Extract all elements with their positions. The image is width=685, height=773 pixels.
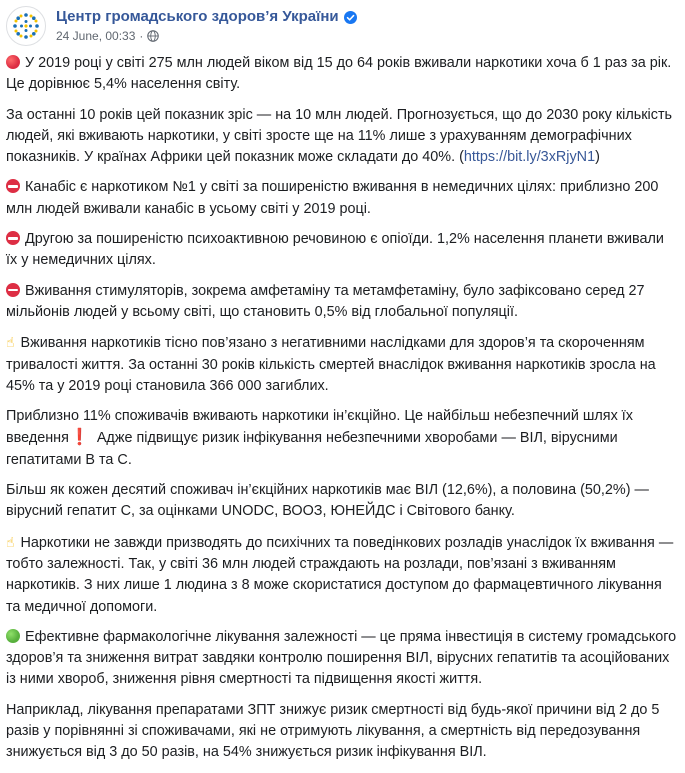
page-name-link[interactable]: Центр громадського здоров’я України: [56, 8, 339, 25]
pointing-up-hand-icon: ☝: [6, 334, 15, 351]
paragraph-text: Більш як кожен десятий споживач ін’єкційних наркотиків має ВІЛ (12,6%), а половина (50,2%) — вірусний гепатит С, за оцінками UNODC, ВООЗ, ЮНЕЙДС і Світового банку.: [6, 482, 649, 520]
exclamation-icon: ❗: [69, 429, 90, 447]
paragraph-text: Другою за поширеністю психоактивною речовиною є опіоїди. 1,2% населення планети вживали їх у немедичних цілях.: [6, 231, 664, 269]
post-meta: [56, 8, 357, 44]
no-entry-icon: [6, 283, 20, 297]
post-paragraph: [6, 177, 678, 220]
post-paragraph: [6, 53, 678, 96]
page-avatar[interactable]: [6, 6, 46, 46]
verified-badge-icon: [344, 11, 357, 24]
paragraph-text: Приблизно 11% споживачів вживають наркотики ін’єкційно. Це найбільш небезпечний шлях їх введення: [6, 408, 633, 447]
post-paragraph: [6, 480, 678, 523]
post-paragraph: [6, 229, 678, 272]
paragraph-text: Вживання стимуляторів, зокрема амфетаміну та метамфетаміну, було зафіксовано серед 27 мільйонів людей у всьому світі, що становить 0,5% від глобальної популяції.: [6, 282, 645, 320]
green-circle-icon: [6, 629, 20, 643]
paragraph-text: Наркотики не завжди призводять до психічних та поведінкових розладів унаслідок їх вживання — тобто залежності. Так, у світі 36 млн людей страждають на розлади, пов’язані з вживанням наркотиків. З них лише 1 людина з 8 може скористатися доступом до фармацевтичного лікування та медичної допомоги.: [6, 534, 674, 615]
pointing-up-hand-icon: ☝: [6, 533, 15, 550]
paragraph-text: ): [595, 149, 600, 166]
meta-separator: ·: [139, 29, 144, 43]
post-paragraph: [6, 627, 678, 691]
post-paragraph: [6, 406, 678, 471]
post-paragraph: [6, 332, 678, 397]
post-paragraph: [6, 700, 678, 764]
post-paragraph: [6, 532, 678, 618]
post-header: [6, 6, 357, 46]
post-sub-row: [56, 28, 357, 44]
paragraph-text: Адже підвищує ризик інфікування небезпечними хворобами — ВІЛ, вірусними гепатитами В та С.: [6, 430, 618, 468]
post-timestamp[interactable]: 24 June, 00:33: [56, 29, 136, 43]
page-name-row: [56, 8, 357, 26]
red-circle-icon: [6, 55, 20, 69]
paragraph-text: Ефективне фармакологічне лікування залежності — це пряма інвестиція в систему громадського здоров’я та зниження витрат завдяки контролю поширення ВІЛ, вірусних гепатитів та асоційованих із ними хвороб, зниження рівня смертності та підвищення якості життя.: [6, 628, 677, 688]
phc-logo-icon: [10, 10, 42, 42]
paragraph-text: Наприклад, лікування препаратами ЗПТ знижує ризик смертності від будь-якої причини від 2 до 5 разів у порівнянні зі споживачами, які не отримують лікування, а смертність від передозування знижується від 3 до 50 разів, на 54% знижується ризик інфікування ВІЛ.: [6, 701, 660, 761]
post-paragraph: [6, 281, 678, 324]
post-body: [6, 53, 678, 773]
paragraph-text: Вживання наркотиків тісно пов’язано з негативними наслідками для здоров’я та скороченням тривалості життя. За останні 30 років кількість смертей внаслідок вживання наркотиків зросла на 45% та у 2019 році становила 366 000 загиблих.: [6, 335, 656, 394]
paragraph-text: За останні 10 років цей показник зріс — на 10 млн людей. Прогнозується, що до 2030 року кількість людей, які вживають наркотики, у світі зросте ще на 11% лише з урахуванням демографічних показників. У країнах Африки цей показник може складати до 40%. (: [6, 106, 673, 166]
no-entry-icon: [6, 231, 20, 245]
paragraph-text: У 2019 році у світі 275 млн людей віком від 15 до 64 років вживали наркотики хоча б 1 раз за рік. Це дорівнює 5,4% населення світу.: [6, 55, 672, 93]
source-link[interactable]: https://bit.ly/3xRjyN1: [463, 149, 596, 166]
no-entry-icon: [6, 179, 20, 193]
paragraph-text: Канабіс є наркотиком №1 у світі за поширеністю вживання в немедичних цілях: приблизно 200 млн людей вживали канабіс в усьому світі у 2019 році.: [6, 179, 659, 217]
globe-icon[interactable]: [147, 30, 159, 42]
post-paragraph: [6, 105, 678, 169]
